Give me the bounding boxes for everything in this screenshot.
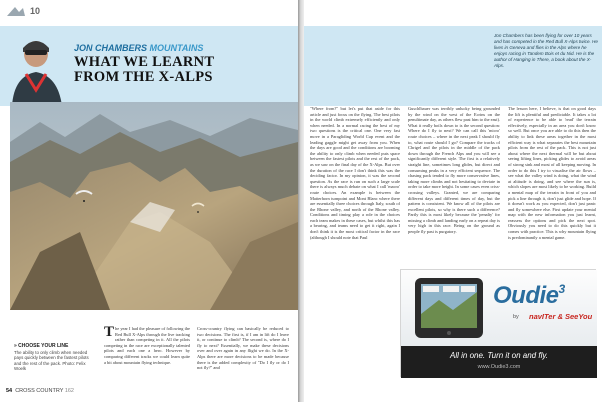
article-column-4: Guschlbauer was terribly unlucky being grounded by the wind on the west of the Ecrins on the penultimate day, as others flew past him to the east). What it really boils down to is the second question: Where do I fly to next? We can call this 'micro' route choices – where in the next peak I should fly to, what route should I go? Compare the tracks of Chrigel and the pilots in the middle of the pack down through the French Alps and you will see a significantly different style. The first is a relatively straight line, sometimes long glides, but direct and consuming peaks in a very efficient sequence. The chasing pack tended to fly more conservative lines, taking more climbs and not hesitating to deviate in order to take more height. In some cases even criss-crossing valleys. Granted, we are comparing different days and different times of day, but the pattern is consistent. We know all of the pilots are excellent pilots, so why is there such a difference? Partly this is most likely because the 'penalty' for missing a climb and landing early on a repeat day is very high in this race. Being on the ground as people fly past is purgatory.: [408, 106, 500, 235]
advert-product-sup: 3: [558, 282, 565, 296]
advert-tagline: All in one. Turn it on and fly.: [450, 351, 548, 360]
top-page-number: 10: [30, 6, 41, 16]
footer-page-number: 54: [6, 388, 13, 394]
advert-by: by: [513, 314, 519, 320]
author-portrait: [8, 30, 66, 106]
advert-url[interactable]: www.Oudie3.com: [477, 364, 521, 370]
page-title: [74, 55, 294, 85]
photo-caption-title: » CHOOSE YOUR LINE: [14, 343, 69, 349]
advert-bottom: [401, 346, 597, 378]
article-column-3: "Where from?" but let's put that aside for this article and just focus on the flying. The best pilots in the world climb extremely efficiently and only when needed. In a normal racing the best of my two questions is the critical one. One very fast move in a Paragliding World Cup event and the leading gaggle might get away from you. When the days are good and the conditions are booming the ability to only climb when needed puts space between the fastest pilots and the rest of the pack, as we saw on the final day of the X-Alps. But over the duration of the race I don't think this was the deciding factor. In my opinion, it was the second question. As the race is run on such a large scale there is always much debate on what I call 'macro' route choices. An example is between the Matterhorn turnpoint and Mont Blanc where there are essentially three choices through Italy, south of the Rhone valley, and north of the Rhone valley. Conditions and timing play a role in the choices each team makes in these cases, but whilst this has a bearing, and teams need to get it right, again I don't think it is the most critical factor in the race (although I should note that Paul: [310, 106, 400, 240]
kicker-topic: MOUNTAINS: [149, 43, 204, 53]
article-column-1: [104, 326, 190, 386]
advert-top: [401, 270, 597, 346]
article-kicker: [74, 43, 203, 53]
headline-line-2: FROM THE X-ALPS: [74, 69, 213, 85]
article-column-2: Cross-country flying can basically be reduced to two decisions. The first is, if I am in lift do I leave it, or continue to climb? The second is, where do I fly to next? Essentially, we make these decisions over and over again in any flight we do. In the X-Alps there are more decisions to be made because there is the added complexity of "Do I fly or do I not fly?" and: [197, 326, 289, 371]
footer-magazine: CROSS COUNTRY: [15, 388, 64, 394]
left-page: [0, 0, 298, 402]
photo-caption: The ability to only climb when needed pays quickly between the fastest pilots and the rest of the pack. Photo: Felix Woelk: [14, 350, 89, 372]
column-1-text: he year I had the pleasure of following the Red Bull X-Alps through the live tracking rather than competing in it. All the pilots competing in the race are exceptionally talented pilots and each one a hero. However by comparing different tracks we could learn quite a bit about mountain flying technique.: [104, 326, 190, 365]
advert-product-name: [493, 282, 565, 310]
advert-brand: navITer & SeeYou: [529, 312, 593, 321]
footer-issue: 162: [64, 388, 74, 394]
gps-device-icon: [409, 274, 489, 344]
right-page: [304, 0, 602, 402]
magazine-logo-icon: [6, 5, 26, 18]
article-column-5: The lesson here, I believe, is that on good days the lift is plentiful and predictable. It takes a lot of experience to be able to 'read' the terrain effectively, especially in an area you don't know so well. But once you are able to do this then the ability to link these areas together in the most efficient way is what separates the best mountain pilots from the rest of the pack. This is not just about where the next thermal will be but about seeing lifting lines, picking glides to avoid areas of strong sink and most of all keeping moving. In order to do this I try to visualise the air flows – see what the valley wind is doing, what the wind at altitude is doing, and see where the sun is, which slopes are most likely to be working. Build a mental map of the terrain in front of you and pick a line through it, don't just glide and hope. If it doesn't work as you expected, don't just panic and fly somewhere else. First update your mental map with the new information you just learnt, reassess the options and pick the next spot. Obviously you need to do this quickly but it comes with practice. This is why mountain flying is predominantly a mental game.: [508, 106, 596, 240]
headline-line-1: WHAT WE LEARNT: [74, 54, 215, 70]
footer-left: [6, 388, 74, 394]
drop-cap: T: [104, 326, 115, 340]
oudie-advert[interactable]: [400, 269, 596, 377]
advert-product: Oudie: [493, 282, 559, 309]
author-intro: Jon Chambers has been flying for over 10 years and has competed in the Red Bull X-Alps twice. He lives in Geneva and flies in the Alps where he enjoys racing in Tandem Bois et du Nid. He is the author of Hanging in There, a book about the X-Alps.: [494, 33, 598, 68]
mountain-photo: [10, 102, 298, 310]
kicker-author: JON CHAMBERS: [74, 43, 148, 53]
